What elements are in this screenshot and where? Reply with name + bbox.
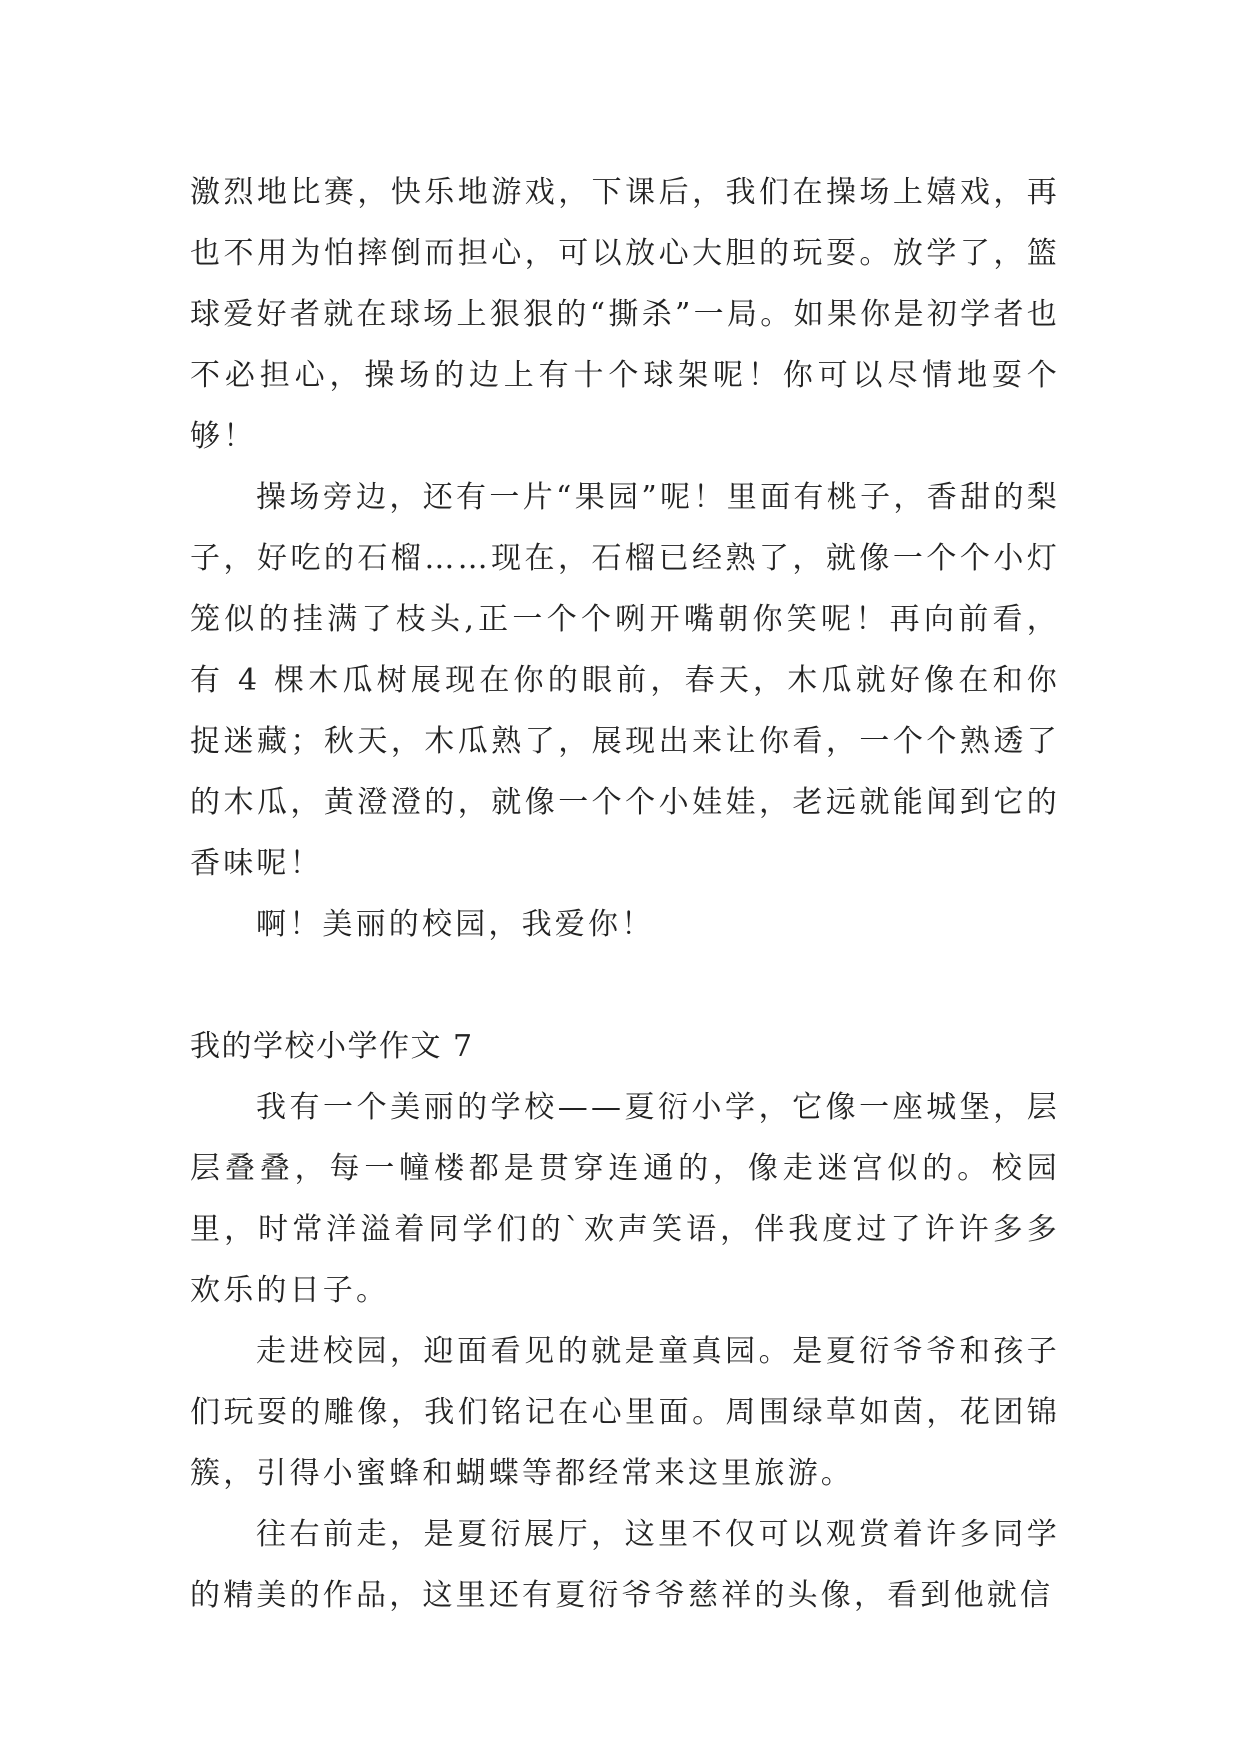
paragraph-childhood-garden: 走进校园，迎面看见的就是童真园。是夏衍爷爷和孩子们玩耍的雕像，我们铭记在心里面。周围绿草如茵，花团锦簇，引得小蜜蜂和蝴蝶等都经常来这里旅游。 [190, 1334, 1060, 1491]
paragraph-exhibition-hall: 往右前走，是夏衍展厅，这里不仅可以观赏着许多同学的精美的作品，这里还有夏衍爷爷慈祥的头像，看到他就信 [190, 1517, 1060, 1613]
paragraph-orchard: 操场旁边，还有一片“果园”呢！里面有桃子，香甜的梨子，好吃的石榴……现在，石榴已经熟了，就像一个个小灯笼似的挂满了枝头,正一个个咧开嘴朝你笑呢！再向前看，有 4 棵木瓜树展现在你的眼前，春天，木瓜就好像在和你捉迷藏；秋天，木瓜熟了，展现出来让你看，一个个熟透了的木瓜，黄澄澄的，就像一个个小娃娃，老远就能闻到它的香味呢！ [190, 480, 1060, 881]
document-body [190, 162, 1060, 1626]
paragraph-conclusion: 啊！美丽的校园，我爱你！ [256, 907, 655, 942]
section-spacer [190, 955, 1060, 1016]
paragraph-sports-field: 激烈地比赛，快乐地游戏，下课后，我们在操场上嬉戏，再也不用为怕摔倒而担心，可以放心大胆的玩耍。放学了，篮球爱好者就在球场上狠狠的“撕杀”一局。如果你是初学者也不必担心，操场的边上有十个球架呢！你可以尽情地耍个够！ [190, 175, 1060, 454]
section-title: 我的学校小学作文 7 [190, 1029, 474, 1064]
paragraph-school-intro: 我有一个美丽的学校——夏衍小学，它像一座城堡，层层叠叠，每一幢楼都是贯穿连通的，像走迷宫似的。校园里，时常洋溢着同学们的`欢声笑语，伴我度过了许许多多欢乐的日子。 [190, 1090, 1060, 1308]
